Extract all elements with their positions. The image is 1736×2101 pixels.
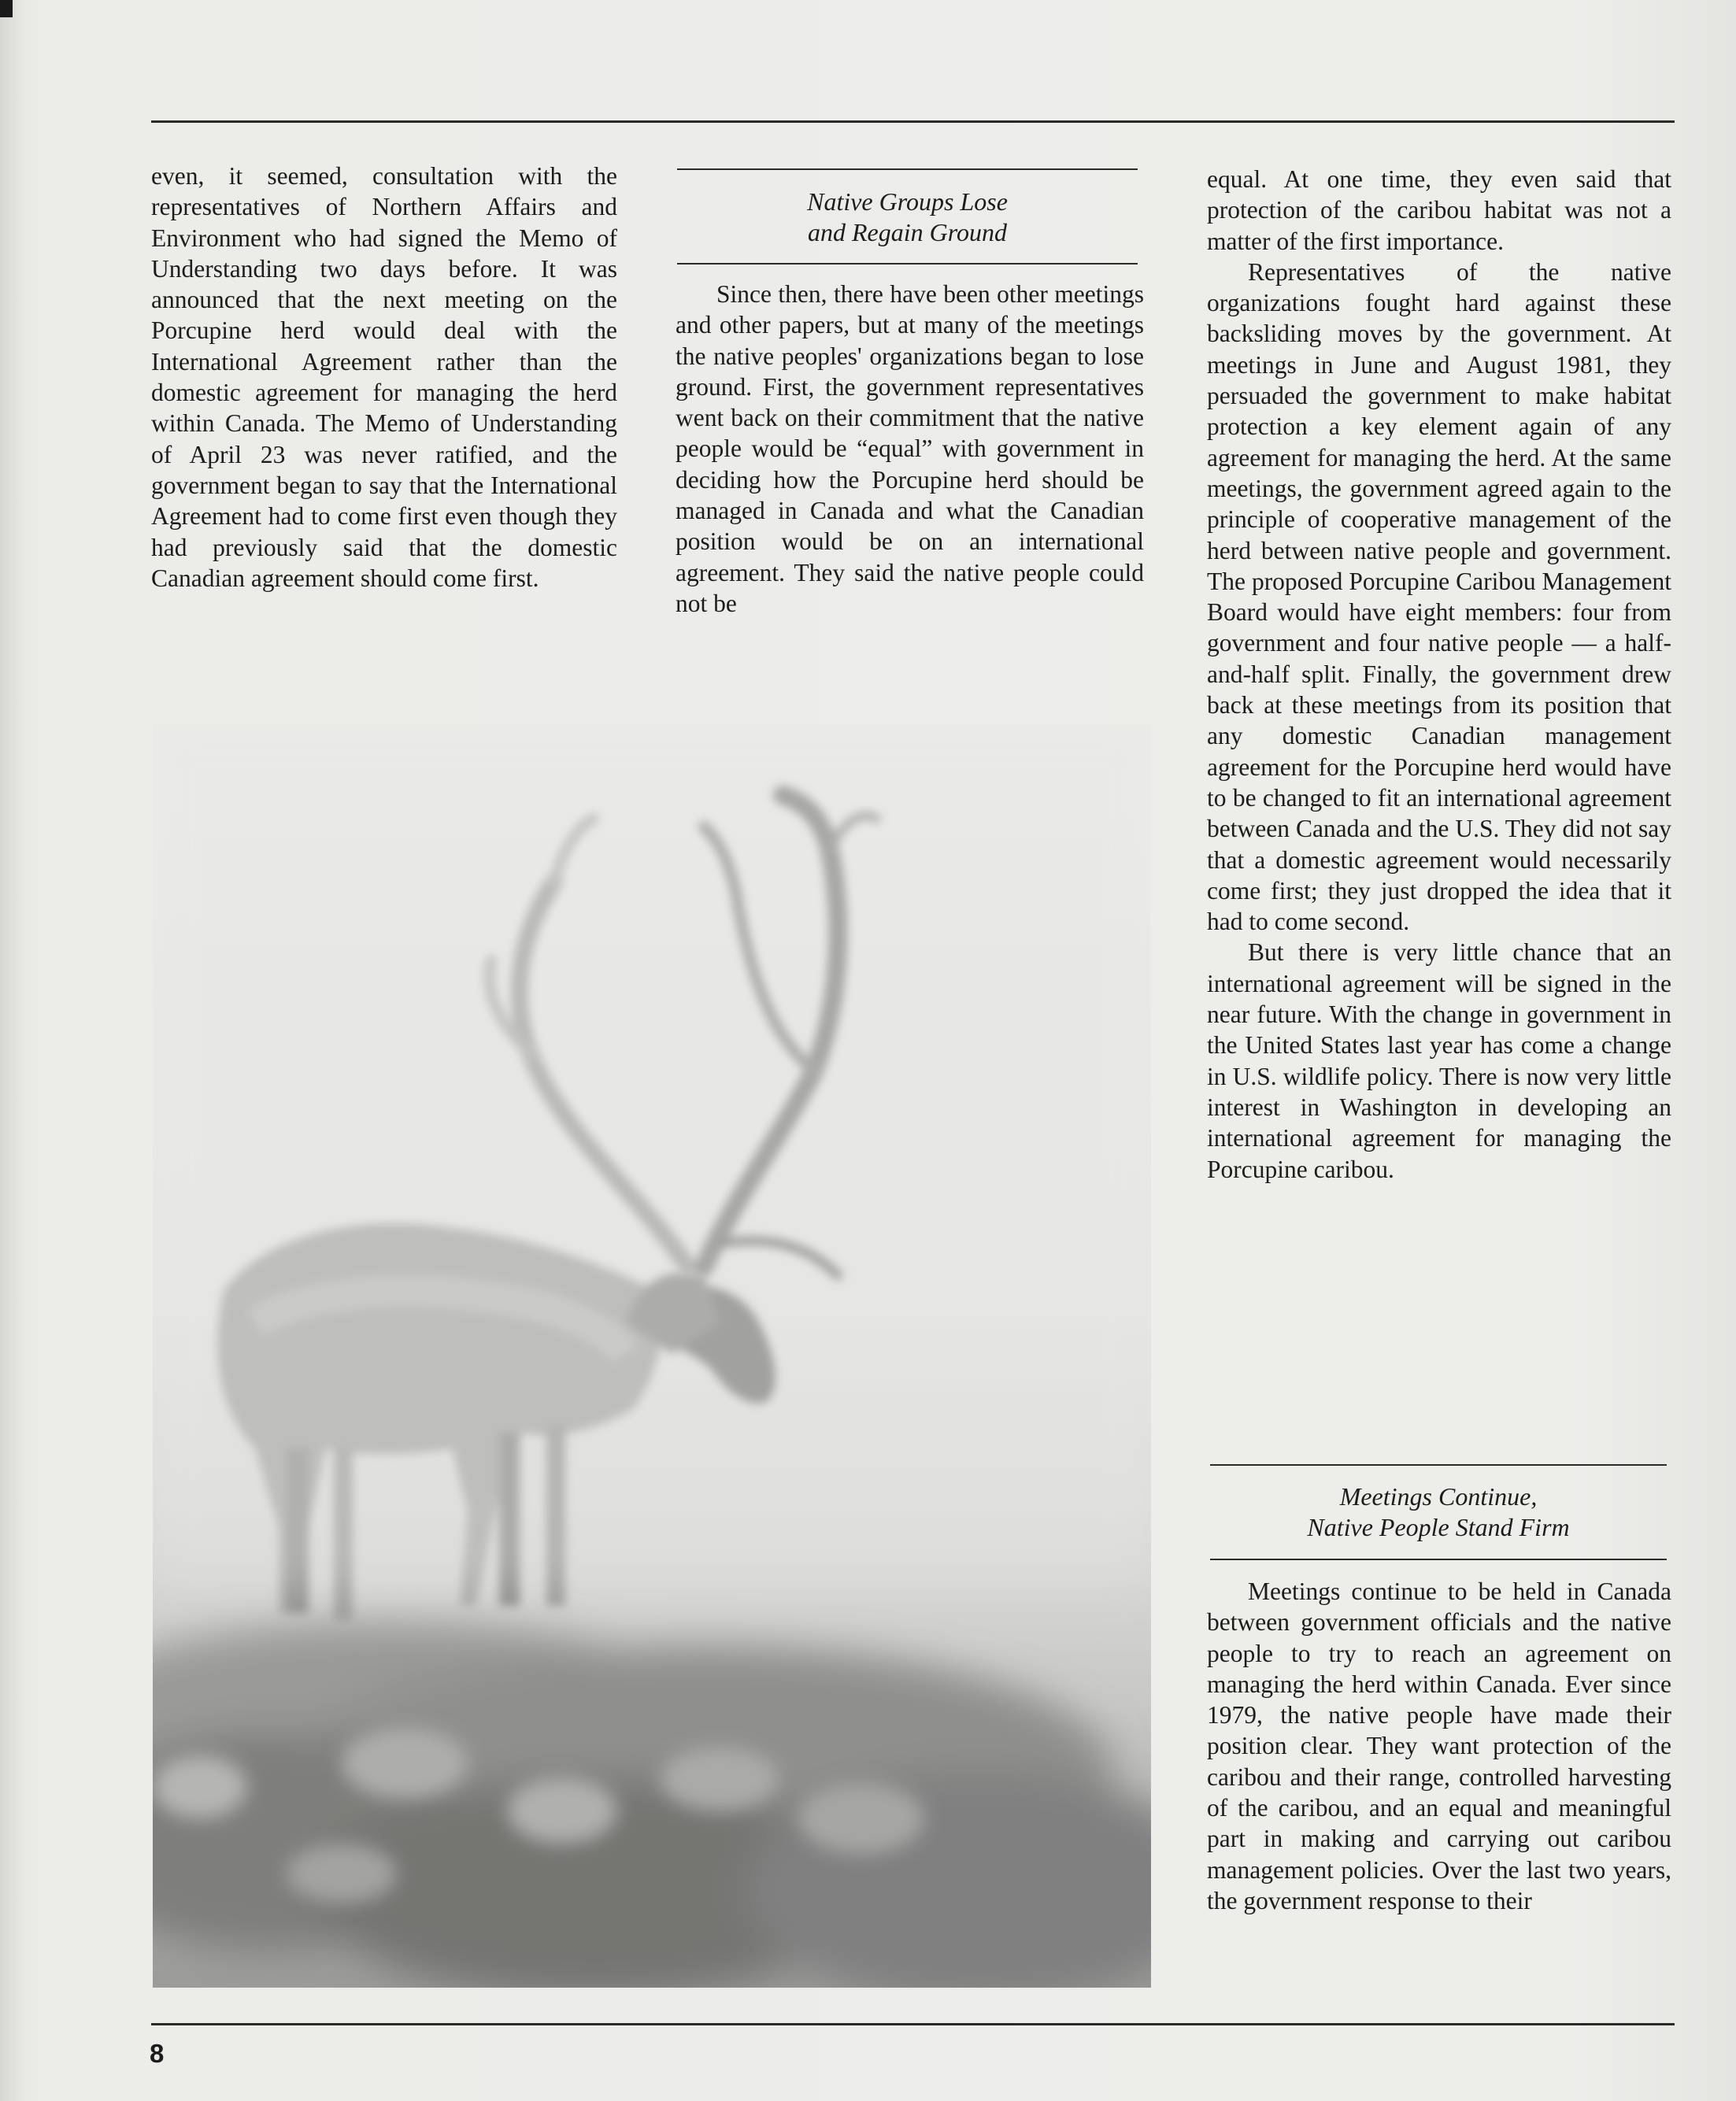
column-3-paragraph-2: Representatives of the native organizations fought hard against these backsliding moves by the government. At meetings in June and August 1981, they persuaded the government to make habitat protection a key element again of any agreement for managing the herd. At the same meetings, the government agreed again to the principle of cooperative management of the herd between native people and government. The proposed Porcupine Caribou Management Board would have eight members: four from government and four native people — a half-and-half split. Finally, the government drew back at these meetings from its position that any domestic Canadian management agreement for the Porcupine herd would have to be changed to fit an international agreement between Canada and the U.S. They did not say that a domestic agreement would necessarily come first; they just dropped the idea that it had to come second. [1207,257,1671,936]
column-1 [151,161,617,594]
column-2-paragraph-1: Since then, there have been other meetings and other papers, but at many of the meetings the native peoples' organizations began to lose ground. First, the government representatives went back on their commitment that the native people would be “equal” with government in deciding how the Porcupine herd should be managed in Canada and what the Canadian position would be on an international agreement. They said the native people could not be [676,280,1144,617]
column-2 [676,279,1144,619]
heading-line-1: Native Groups Lose [807,187,1008,216]
top-rule [151,120,1675,123]
heading-rule-top [1210,1464,1667,1466]
section-heading-meetings-continue [1210,1464,1667,1560]
column-3 [1207,164,1671,1185]
section-heading-native-groups [677,168,1138,264]
caribou-photo [153,724,1151,1988]
column-1-paragraph-1: even, it seemed, consultation with the representatives of Northern Affairs and Environment who had signed the Memo of Understanding two days before. It was announced that the next meeting on the Porcupine herd would deal with the International Agreement rather than the domestic agreement for managing the herd within Canada. The Memo of Understanding of April 23 was never ratified, and the government began to say that the International Agreement had to come first even though they had previously said that the domestic Canadian agreement should come first. [151,162,617,592]
caribou-illustration [153,724,1151,1988]
column-3-paragraph-3: But there is very little chance that an international agreement will be signed in the near future. With the change in government in the United States last year has come a change in U.S. wildlife policy. There is now very little interest in Washington in developing an international agreement for managing the Porcupine caribou. [1207,938,1671,1183]
column-3-continued [1207,1576,1671,1916]
heading-rule-top [677,168,1138,170]
heading-line-2: Native People Stand Firm [1307,1513,1570,1541]
corner-mark [0,0,13,17]
heading-rule-bottom [677,263,1138,264]
heading-rule-bottom [1210,1559,1667,1560]
page-number: 8 [150,2039,165,2068]
heading-line-1: Meetings Continue, [1339,1482,1538,1511]
column-3-paragraph-1: equal. At one time, they even said that protection of the caribou habitat was not a matter of the first importance. [1207,165,1671,255]
bottom-rule [151,2023,1675,2025]
heading-line-2: and Regain Ground [807,218,1007,246]
column-3-continued-paragraph-1: Meetings continue to be held in Canada between government officials and the native people to try to reach an agreement on managing the herd within Canada. Ever since 1979, the native people have made their position clear. They want protection of the caribou and their range, controlled harvesting of the caribou, and an equal and meaningful part in making and carrying out caribou management policies. Over the last two years, the government response to their [1207,1578,1671,1914]
